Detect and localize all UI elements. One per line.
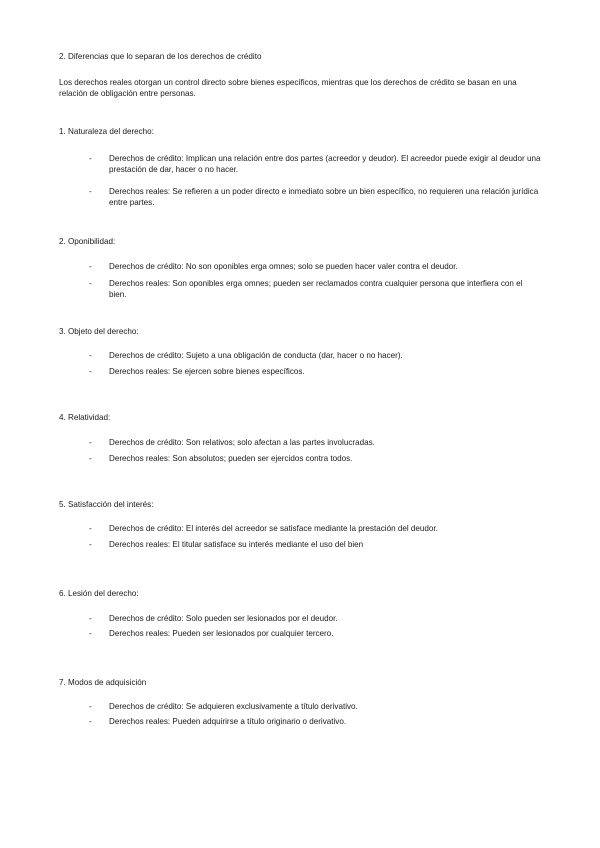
list-item: Derechos de crédito: Solo pueden ser lesionados por el deudor. xyxy=(109,614,338,623)
list-item: Derechos reales: Son oponibles erga omnes; pueden ser reclamados contra cualquier persona que interfiera con el bien. xyxy=(109,279,523,299)
section-heading: 6. Lesión del derecho: xyxy=(59,589,139,598)
section-heading: 1. Naturaleza del derecho: xyxy=(59,127,154,136)
list-item: Derechos reales: Se refieren a un poder directo e inmediato sobre un bien específico, no requieren una relación jurídica entre partes. xyxy=(109,187,539,207)
bullet-dash: - xyxy=(89,367,92,376)
list-item: Derechos de crédito: Sujeto a una obligación de conducta (dar, hacer o no hacer). xyxy=(109,351,403,360)
bullet-dash: - xyxy=(89,454,92,463)
bullet-dash: - xyxy=(89,438,92,447)
bullet-dash: - xyxy=(89,524,92,533)
list-item: Derechos reales: Pueden adquirirse a título originario o derivativo. xyxy=(109,717,347,726)
list-item: Derechos de crédito: No son oponibles erga omnes; solo se pueden hacer valer contra el deudor. xyxy=(109,262,458,271)
section-heading: 4. Relatividad: xyxy=(59,413,111,422)
bullet-dash: - xyxy=(89,279,92,288)
list-item: Derechos reales: Se ejercen sobre bienes específicos. xyxy=(109,367,305,376)
list-item: Derechos reales: El titular satisface su interés mediante el uso del bien xyxy=(109,540,364,549)
bullet-dash: - xyxy=(89,262,92,271)
list-item: Derechos de crédito: Son relativos; solo afectan a las partes involucradas. xyxy=(109,438,375,447)
bullet-dash: - xyxy=(89,187,92,196)
section-heading: 7. Modos de adquisición xyxy=(59,678,147,687)
list-item: Derechos de crédito: El interés del acreedor se satisface mediante la prestación del deudor. xyxy=(109,524,438,533)
bullet-dash: - xyxy=(89,154,92,163)
bullet-dash: - xyxy=(89,351,92,360)
bullet-dash: - xyxy=(89,717,92,726)
section-heading: 3. Objeto del derecho: xyxy=(59,327,139,336)
bullet-dash: - xyxy=(89,629,92,638)
section-heading: 5. Satisfacción del interés: xyxy=(59,500,154,509)
bullet-dash: - xyxy=(89,702,92,711)
intro-paragraph: Los derechos reales otorgan un control directo sobre bienes específicos, mientras que los derechos de crédito se basan en una relación de obligación entre personas. xyxy=(59,78,517,98)
bullet-dash: - xyxy=(89,614,92,623)
list-item: Derechos reales: Son absolutos; pueden ser ejercidos contra todos. xyxy=(109,454,353,463)
list-item: Derechos de crédito: Implican una relación entre dos partes (acreedor y deudor). El acreedor puede exigir al deudor una prestación de dar, hacer o no hacer. xyxy=(109,154,541,174)
document-title: 2. Diferencias que lo separan de los derechos de crédito xyxy=(59,52,262,61)
list-item: Derechos reales: Pueden ser lesionados por cualquier tercero. xyxy=(109,629,334,638)
list-item: Derechos de crédito: Se adquieren exclusivamente a título derivativo. xyxy=(109,702,358,711)
section-heading: 2. Oponibilidad: xyxy=(59,237,116,246)
bullet-dash: - xyxy=(89,540,92,549)
